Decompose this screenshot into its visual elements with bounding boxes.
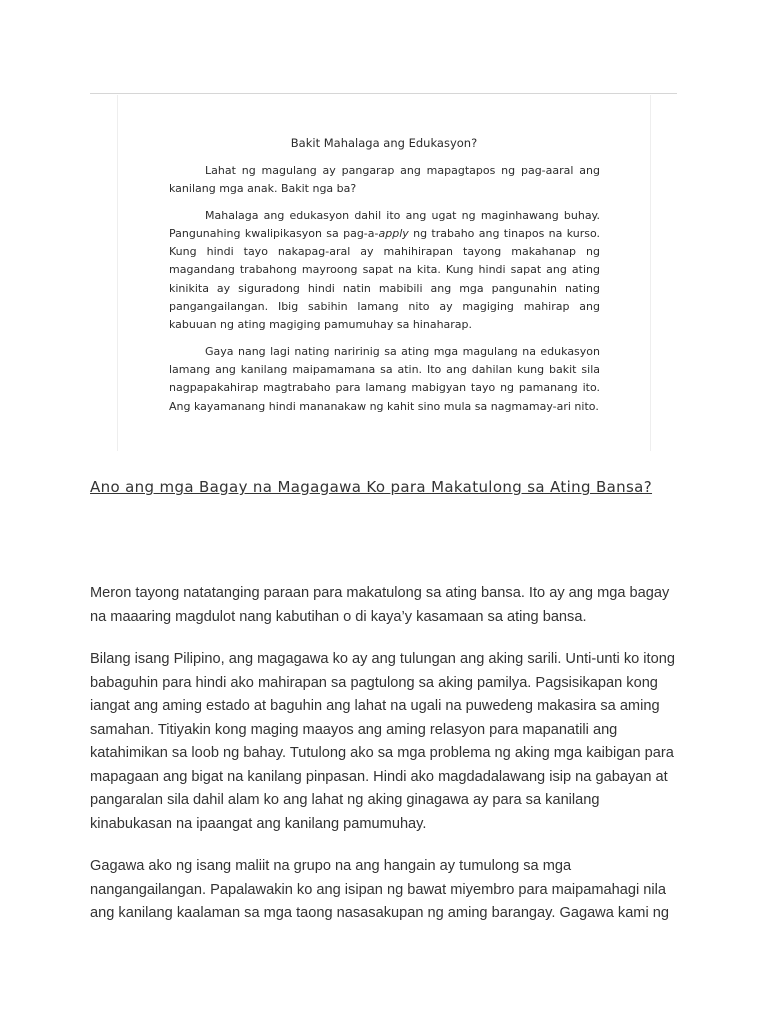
scan-paragraph-2 (169, 207, 600, 335)
article-body (90, 582, 680, 945)
scan-paragraph-3: Gaya nang lagi nating naririnig sa ating mga magulang na edukasyon lamang ang kanilang maipamamana sa atin. Ito ang dahilan kung bakit sila nagpapakahirap magtrabaho para lamang mabigyan tayo ng pamanang ito. Ang kayamanang hindi mananakaw ng kahit sino mula sa nagmamay-ari nito. (169, 344, 600, 413)
scan-paragraph-2-emphasis: apply (378, 226, 409, 240)
scan-body (169, 162, 600, 424)
scan-title: Bakit Mahalaga ang Edukasyon? (290, 136, 478, 150)
document-scan-image (117, 95, 651, 451)
scan-paragraph-1: Lahat ng magulang ay pangarap ang mapagtapos ng pag-aaral ang kanilang mga anak. Bakit nga ba? (169, 164, 600, 196)
scan-paragraph-2-text-start: Mahalaga ang edukasyon dahil ito ang ugat ng maginhawang buhay. Pangunahing kwalipikasyon sa pag-a- (169, 208, 600, 240)
article-paragraph-3: Gagawa ako ng isang maliit na grupo na ang hangain ay tumulong sa mga nangangailangan. Papalawakin ko ang isipan ng bawat miyembro para maipamahagi nila ang kanilang kaalaman sa mga taong nasasakupan ng aming barangay. Gagawa kami ng (90, 858, 669, 921)
top-divider (90, 93, 677, 94)
article-paragraph-2: Bilang isang Pilipino, ang magagawa ko ay ang tulungan ang aking sarili. Unti-unti ko itong babaguhin para hindi ako mahirapan sa pagtulong sa aking pamilya. Pagsisikapan kong iangat ang aming estado at baguhin ang lahat na ugali na puwedeng makasira sa aming samahan. Titiyakin kong maging maayos ang aming relasyon para mapanatili ang katahimikan sa loob ng bahay. Tutulong ako sa mga problema ng aking mga kaibigan para mapagaan ang bigat na kanilang pinpasan. Hindi ako magdadalawang isip na gabayan at pangaralan sila dahil alam ko ang lahat ng aking ginagawa ay para sa kanilang kinabukasan na ipaangat ang kanilang pamumuhay. (90, 651, 675, 832)
article-paragraph-1: Meron tayong natatanging paraan para makatulong sa ating bansa. Ito ay ang mga bagay na maaaring magdulot nang kabutihan o di kaya’y kasamaan sa ating bansa. (90, 585, 670, 625)
section-heading: Ano ang mga Bagay na Magagawa Ko para Makatulong sa Ating Bansa? (90, 478, 653, 496)
scan-paragraph-2-text-end: ng trabaho ang tinapos na kurso. Kung hindi tayo nakapag-aral ay mahihirapan tayong makahanap ng magandang trabahong mayroong sapat na kita. Kung hindi sapat ang ating kinikita ay siguradong hindi natin mabibili ang mga pangunahin nating pangangailangan. Ibig sabihin lamang nito ay magiging mahirap ang kabuuan ng ating magiging pamumuhay sa hinaharap. (169, 226, 600, 332)
